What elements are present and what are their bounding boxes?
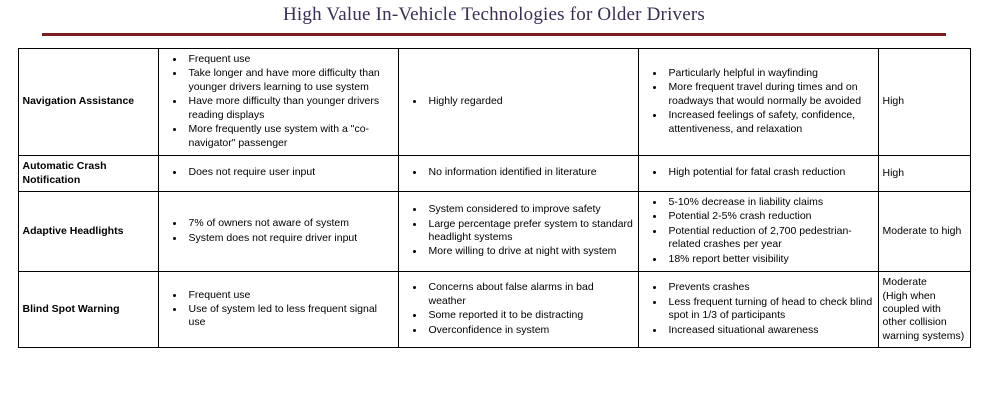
list-item: • Concerns about false alarms in bad weather [425, 281, 634, 308]
bullet-list [163, 166, 394, 179]
bullet-list [643, 281, 874, 337]
list-item: • Highly regarded [425, 95, 634, 108]
list-item: • Does not require user input [185, 166, 394, 179]
row-cell-usage [158, 49, 398, 156]
rating-value: Moderate [882, 276, 927, 289]
list-item: • Have more difficulty than younger drivers reading displays [185, 95, 394, 122]
list-item: • Frequent use [185, 289, 394, 302]
bullet-list [643, 166, 874, 179]
list-item: • Particularly helpful in wayfinding [665, 67, 874, 80]
rating-value: Moderate to high [882, 224, 962, 237]
bullet-list [163, 289, 394, 330]
row-cell-rating [878, 272, 970, 348]
list-item: • Increased situational awareness [665, 324, 874, 337]
list-item: • System considered to improve safety [425, 203, 634, 216]
bullet-list [403, 166, 634, 179]
rating-value: High [882, 95, 905, 108]
rating-note: (High when coupled with other collision warning systems) [882, 289, 965, 342]
bullet-list [403, 281, 634, 337]
row-cell-perception [398, 49, 638, 156]
list-item: • 7% of owners not aware of system [185, 217, 394, 230]
bullet-list [163, 217, 394, 245]
table-row [18, 191, 970, 271]
list-item: • No information identified in literature [425, 166, 634, 179]
row-cell-perception [398, 156, 638, 192]
table-row [18, 156, 970, 192]
row-cell-rating [878, 191, 970, 271]
list-item: • High potential for fatal crash reduction [665, 166, 874, 179]
list-item: • Potential reduction of 2,700 pedestrian-related crashes per year [665, 225, 874, 252]
table-row [18, 49, 970, 156]
row-cell-benefits [638, 191, 878, 271]
row-cell-usage [158, 272, 398, 348]
row-cell-rating [878, 49, 970, 156]
list-item: • Less frequent turning of head to check blind spot in 1/3 of participants [665, 296, 874, 323]
row-cell-benefits [638, 156, 878, 192]
row-cell-benefits [638, 272, 878, 348]
list-item: • 18% report better visibility [665, 253, 874, 266]
page-title: High Value In-Vehicle Technologies for Older Drivers [282, 4, 706, 25]
list-item: • Use of system led to less frequent signal use [185, 303, 394, 330]
bullet-list [643, 67, 874, 136]
row-label: Automatic Crash Notification [18, 156, 158, 192]
list-item: • Increased feelings of safety, confidence, attentiveness, and relaxation [665, 109, 874, 136]
list-item: • More willing to drive at night with system [425, 245, 634, 258]
rating-value: High [882, 166, 905, 179]
row-cell-rating [878, 156, 970, 192]
row-cell-perception [398, 191, 638, 271]
bullet-list [163, 53, 394, 150]
list-item: • Take longer and have more difficulty than younger drivers learning to use system [185, 67, 394, 94]
list-item: • More frequently use system with a "co-navigator" passenger [185, 123, 394, 150]
list-item: • Prevents crashes [665, 281, 874, 294]
list-item: • Large percentage prefer system to standard headlight systems [425, 218, 634, 245]
row-cell-usage [158, 156, 398, 192]
list-item: • System does not require driver input [185, 232, 394, 245]
list-item: • Some reported it to be distracting [425, 309, 634, 322]
table-row [18, 272, 970, 348]
row-label: Blind Spot Warning [18, 272, 158, 348]
title-divider [42, 33, 946, 36]
list-item: • Frequent use [185, 53, 394, 66]
row-cell-benefits [638, 49, 878, 156]
bullet-list [643, 196, 874, 266]
row-label: Adaptive Headlights [18, 191, 158, 271]
bullet-list [403, 95, 634, 108]
technologies-table [18, 48, 971, 348]
list-item: • Overconfidence in system [425, 324, 634, 337]
row-label: Navigation Assistance [18, 49, 158, 156]
row-cell-usage [158, 191, 398, 271]
bullet-list [403, 203, 634, 259]
row-cell-perception [398, 272, 638, 348]
list-item: • 5-10% decrease in liability claims [665, 196, 874, 209]
list-item: • More frequent travel during times and on roadways that would normally be avoided [665, 81, 874, 108]
list-item: • Potential 2-5% crash reduction [665, 210, 874, 223]
